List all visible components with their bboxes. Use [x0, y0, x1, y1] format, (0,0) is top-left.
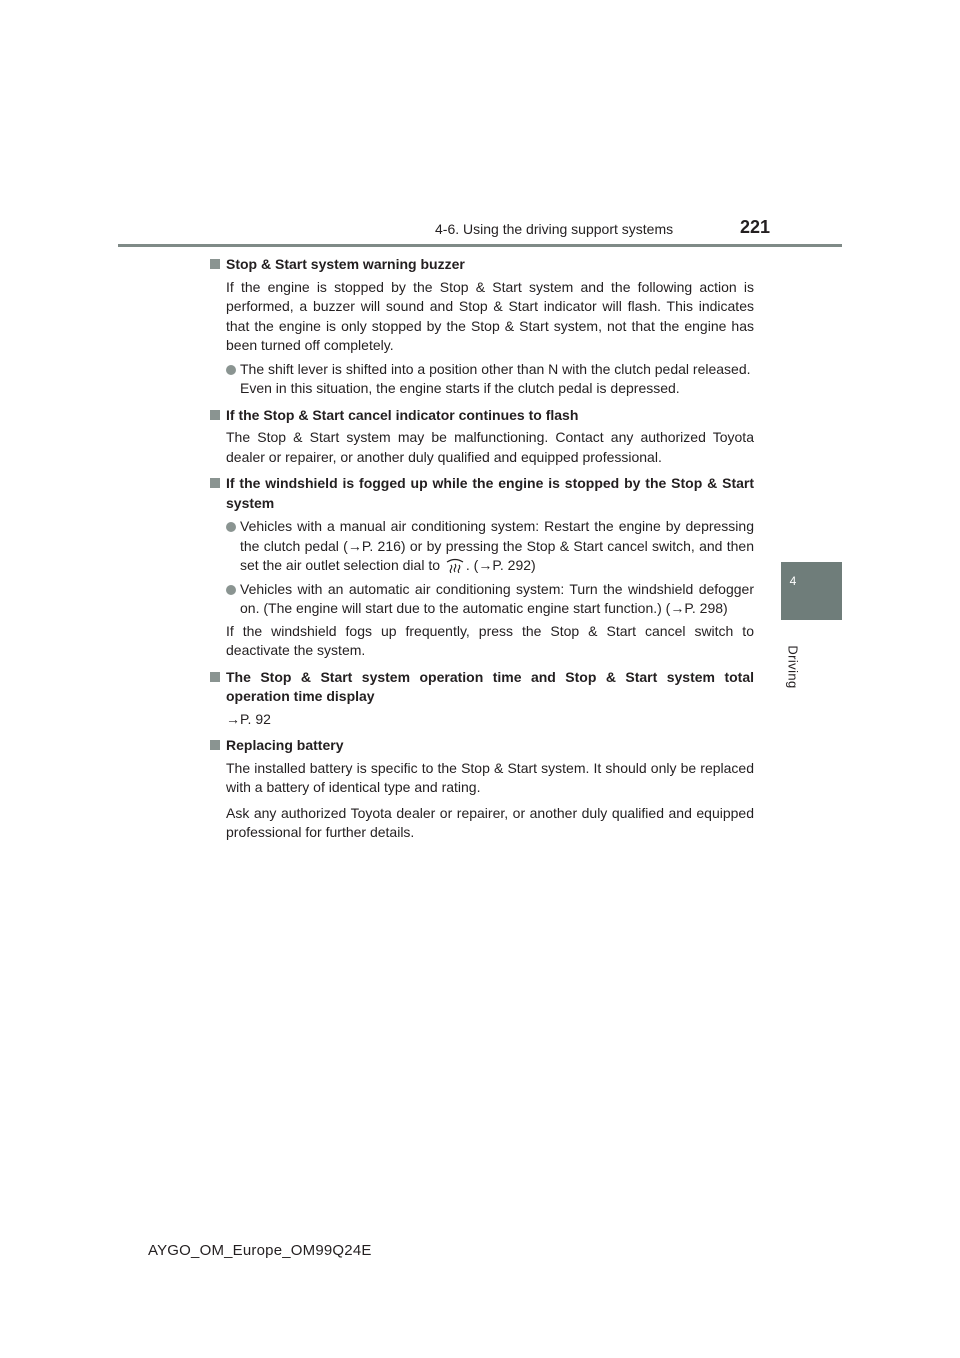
square-bullet-icon — [210, 259, 220, 269]
heading-operation-time: The Stop & Start system operation time and Stop & Start system total operation time display — [226, 668, 754, 704]
paragraph: If the windshield fogs up frequently, press the Stop & Start cancel switch to deactivate the system. — [226, 622, 754, 658]
section-replacing-battery — [210, 736, 754, 843]
section-cancel-indicator — [210, 406, 754, 468]
document-code: AYGO_OM_Europe_OM99Q24E — [148, 1242, 372, 1259]
square-bullet-icon — [210, 478, 220, 488]
round-bullet-icon — [226, 522, 236, 532]
paragraph: The installed battery is specific to the Stop & Start system. It should only be replaced with a battery of identical type and rating. — [226, 759, 754, 795]
header-rule — [118, 244, 842, 247]
chapter-tab — [781, 562, 842, 620]
list-item: Vehicles with a manual air conditioning system: Restart the engine by depressing the clutch pedal (→P. 216) or by pressing the Stop & Start cancel switch, and then set the air outlet selection dial to . (→P. 292) — [226, 517, 754, 576]
section-title: 4-6. Using the driving support systems — [435, 221, 674, 237]
paragraph: If the engine is stopped by the Stop & Start system and the following action is performed, a buzzer will sound and Stop & Start indicator will flash. This indicates that the engine is only stopped by the Stop & Start system, not that the engine has been turned off completely. — [226, 278, 754, 353]
list-item: Vehicles with an automatic air conditioning system: Turn the windshield defogger on. (The engine will start due to the automatic engine start function.) (→P. 298) — [226, 580, 754, 619]
square-bullet-icon — [210, 740, 220, 750]
chapter-number: 4 — [789, 574, 797, 588]
heading-cancel-indicator: If the Stop & Start cancel indicator continues to flash — [226, 406, 579, 423]
windshield-defroster-icon — [446, 557, 464, 573]
round-bullet-icon — [226, 365, 236, 375]
list-item: The shift lever is shifted into a position other than N with the clutch pedal released. Even in this situation, the engine starts if the clutch pedal is depressed. — [226, 360, 754, 399]
heading-replacing-battery: Replacing battery — [226, 737, 344, 753]
chapter-label: Driving — [785, 645, 801, 689]
page-reference: →P. 92 — [226, 710, 271, 727]
section-operation-time — [210, 668, 754, 730]
square-bullet-icon — [210, 672, 220, 682]
main-content — [210, 255, 754, 850]
paragraph: The Stop & Start system may be malfunctioning. Contact any authorized Toyota dealer or repairer, or another duly qualified and equipped professional. — [226, 429, 754, 465]
paragraph: Ask any authorized Toyota dealer or repairer, or another duly qualified and equipped professional for further details. — [226, 804, 754, 840]
heading-warning-buzzer: Stop & Start system warning buzzer — [226, 256, 465, 272]
square-bullet-icon — [210, 410, 220, 420]
section-warning-buzzer — [210, 255, 754, 399]
section-windshield-fog — [210, 474, 754, 661]
round-bullet-icon — [226, 585, 236, 595]
page-number: 221 — [740, 217, 771, 237]
heading-windshield-fog: If the windshield is fogged up while the engine is stopped by the Stop & Start system — [226, 475, 754, 511]
